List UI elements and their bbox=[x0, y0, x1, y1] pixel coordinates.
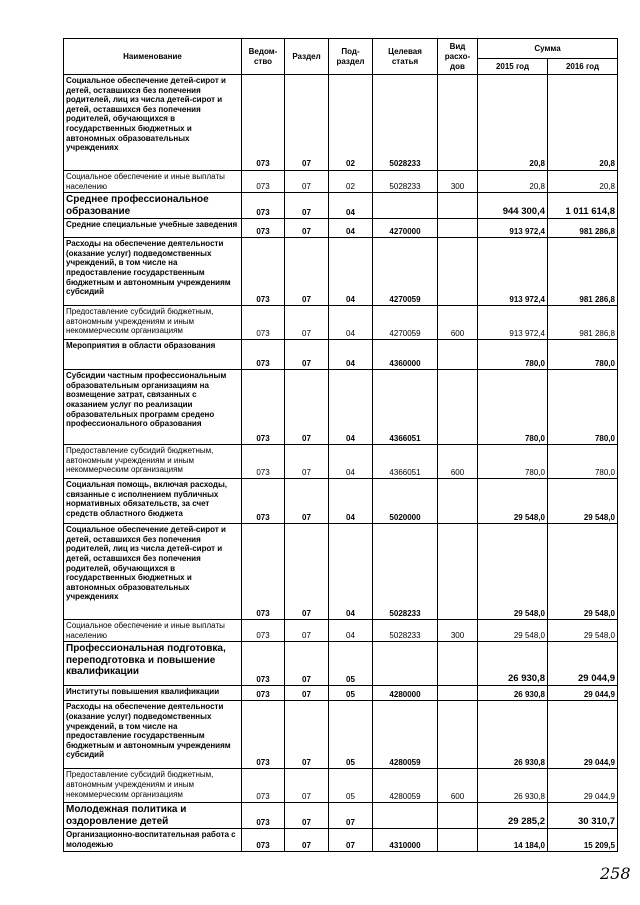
row-celevaya-statya: 5028233 bbox=[373, 171, 438, 193]
table-row bbox=[64, 171, 618, 193]
row-vid-rashodov: 600 bbox=[438, 769, 478, 803]
row-sum-2016: 29 044,9 bbox=[548, 701, 618, 769]
table-row bbox=[64, 803, 618, 829]
row-sum-2016: 29 548,0 bbox=[548, 620, 618, 642]
row-razdel: 07 bbox=[285, 620, 329, 642]
table-row bbox=[64, 524, 618, 620]
table-row bbox=[64, 340, 618, 370]
row-razdel: 07 bbox=[285, 803, 329, 829]
row-vid-rashodov: 300 bbox=[438, 620, 478, 642]
row-sum-2015: 944 300,4 bbox=[478, 193, 548, 219]
row-sum-2016: 780,0 bbox=[548, 445, 618, 479]
row-name: Социальная помощь, включая расходы, связанные с исполнением публичных нормативных обязательств, за счет средств областного бюджета bbox=[64, 479, 242, 524]
row-vid-rashodov bbox=[438, 524, 478, 620]
row-sum-2016: 29 044,9 bbox=[548, 686, 618, 701]
row-podrazdel: 04 bbox=[329, 340, 373, 370]
row-sum-2016: 1 011 614,8 bbox=[548, 193, 618, 219]
row-podrazdel: 04 bbox=[329, 238, 373, 306]
row-podrazdel: 04 bbox=[329, 479, 373, 524]
row-name: Социальное обеспечение и иные выплаты населению bbox=[64, 171, 242, 193]
row-sum-2016: 29 548,0 bbox=[548, 479, 618, 524]
row-vedomstvo: 073 bbox=[242, 524, 285, 620]
row-vedomstvo: 073 bbox=[242, 193, 285, 219]
table-row bbox=[64, 642, 618, 686]
row-vid-rashodov bbox=[438, 642, 478, 686]
row-vid-rashodov bbox=[438, 686, 478, 701]
row-name: Предоставление субсидий бюджетным, автономным учреждениям и иным некоммерческим организациям bbox=[64, 306, 242, 340]
row-vedomstvo: 073 bbox=[242, 620, 285, 642]
row-vid-rashodov bbox=[438, 340, 478, 370]
row-sum-2016: 15 209,5 bbox=[548, 829, 618, 852]
row-vedomstvo: 073 bbox=[242, 238, 285, 306]
row-sum-2015: 14 184,0 bbox=[478, 829, 548, 852]
row-celevaya-statya bbox=[373, 803, 438, 829]
header-name: Наименование bbox=[64, 39, 242, 75]
row-name: Институты повышения квалификации bbox=[64, 686, 242, 701]
table-row bbox=[64, 306, 618, 340]
header-podrazdel: Под-раздел bbox=[329, 39, 373, 75]
row-name: Средние специальные учебные заведения bbox=[64, 219, 242, 238]
header-2016: 2016 год bbox=[548, 59, 618, 75]
row-vid-rashodov bbox=[438, 219, 478, 238]
row-celevaya-statya: 5028233 bbox=[373, 75, 438, 171]
row-sum-2015: 20,8 bbox=[478, 171, 548, 193]
row-vedomstvo: 073 bbox=[242, 701, 285, 769]
row-sum-2016: 981 286,8 bbox=[548, 306, 618, 340]
row-sum-2015: 780,0 bbox=[478, 370, 548, 445]
row-sum-2016: 780,0 bbox=[548, 340, 618, 370]
row-vedomstvo: 073 bbox=[242, 340, 285, 370]
row-vid-rashodov bbox=[438, 75, 478, 171]
row-celevaya-statya bbox=[373, 193, 438, 219]
page-number: 258 bbox=[600, 864, 631, 883]
row-celevaya-statya: 4280059 bbox=[373, 769, 438, 803]
row-sum-2015: 29 548,0 bbox=[478, 479, 548, 524]
row-razdel: 07 bbox=[285, 306, 329, 340]
row-sum-2015: 29 285,2 bbox=[478, 803, 548, 829]
row-vedomstvo: 073 bbox=[242, 445, 285, 479]
row-celevaya-statya: 4360000 bbox=[373, 340, 438, 370]
row-celevaya-statya: 4310000 bbox=[373, 829, 438, 852]
row-sum-2015: 29 548,0 bbox=[478, 620, 548, 642]
row-razdel: 07 bbox=[285, 171, 329, 193]
row-vedomstvo: 073 bbox=[242, 769, 285, 803]
header-celevaya-statya: Целевая статья bbox=[373, 39, 438, 75]
header-razdel: Раздел bbox=[285, 39, 329, 75]
row-vedomstvo: 073 bbox=[242, 686, 285, 701]
row-name: Субсидии частным профессиональным образовательным организациям на возмещение затрат, связанных с оказанием услуг по реализации образовательных программ средено профессионального образования bbox=[64, 370, 242, 445]
row-celevaya-statya bbox=[373, 642, 438, 686]
row-celevaya-statya: 5028233 bbox=[373, 524, 438, 620]
table-row bbox=[64, 829, 618, 852]
row-vid-rashodov: 300 bbox=[438, 171, 478, 193]
row-sum-2015: 26 930,8 bbox=[478, 642, 548, 686]
row-vedomstvo: 073 bbox=[242, 75, 285, 171]
row-sum-2016: 780,0 bbox=[548, 370, 618, 445]
budget-table bbox=[63, 38, 618, 852]
row-celevaya-statya: 5028233 bbox=[373, 620, 438, 642]
row-name: Социальное обеспечение детей-сирот и детей, оставшихся без попечения родителей, лиц из числа детей-сирот и детей, оставшихся без попечения родителей, обучающихся в государственных бюджетных и автономных образовательных учреждениях bbox=[64, 75, 242, 171]
row-razdel: 07 bbox=[285, 701, 329, 769]
row-name: Организационно-воспитательная работа с молодежью bbox=[64, 829, 242, 852]
row-name: Социальное обеспечение и иные выплаты населению bbox=[64, 620, 242, 642]
row-vedomstvo: 073 bbox=[242, 370, 285, 445]
row-name: Мероприятия в области образования bbox=[64, 340, 242, 370]
header-summa: Сумма bbox=[478, 39, 618, 59]
header-vid-rashodov: Вид расхо-дов bbox=[438, 39, 478, 75]
table-row bbox=[64, 75, 618, 171]
row-vid-rashodov: 600 bbox=[438, 445, 478, 479]
row-sum-2016: 981 286,8 bbox=[548, 219, 618, 238]
row-razdel: 07 bbox=[285, 193, 329, 219]
table-row bbox=[64, 445, 618, 479]
table-row bbox=[64, 620, 618, 642]
table-row bbox=[64, 686, 618, 701]
row-razdel: 07 bbox=[285, 445, 329, 479]
row-celevaya-statya: 5020000 bbox=[373, 479, 438, 524]
table-row bbox=[64, 193, 618, 219]
row-name: Расходы на обеспечение деятельности (оказание услуг) подведомственных учреждений, в том числе на предоставление государственным бюджетным и автономным учреждениям субсидий bbox=[64, 701, 242, 769]
row-razdel: 07 bbox=[285, 370, 329, 445]
row-vedomstvo: 073 bbox=[242, 171, 285, 193]
row-name: Расходы на обеспечение деятельности (оказание услуг) подведомственных учреждений, в том числе на предоставление государственным бюджетным и автономным учреждениям субсидий bbox=[64, 238, 242, 306]
row-vedomstvo: 073 bbox=[242, 829, 285, 852]
row-vedomstvo: 073 bbox=[242, 479, 285, 524]
row-sum-2016: 29 044,9 bbox=[548, 642, 618, 686]
row-name: Социальное обеспечение детей-сирот и детей, оставшихся без попечения родителей, лиц из числа детей-сирот и детей, оставшихся без попечения родителей, обучающихся в государственных бюджетных и автономных образовательных учреждениях bbox=[64, 524, 242, 620]
row-name: Предоставление субсидий бюджетным, автономным учреждениям и иным некоммерческим организациям bbox=[64, 445, 242, 479]
table-row bbox=[64, 238, 618, 306]
row-sum-2015: 913 972,4 bbox=[478, 219, 548, 238]
row-sum-2016: 20,8 bbox=[548, 171, 618, 193]
row-podrazdel: 07 bbox=[329, 829, 373, 852]
row-razdel: 07 bbox=[285, 479, 329, 524]
row-podrazdel: 05 bbox=[329, 686, 373, 701]
row-name: Среднее профессиональное образование bbox=[64, 193, 242, 219]
row-vedomstvo: 073 bbox=[242, 219, 285, 238]
row-podrazdel: 02 bbox=[329, 171, 373, 193]
row-razdel: 07 bbox=[285, 686, 329, 701]
row-sum-2015: 780,0 bbox=[478, 445, 548, 479]
row-razdel: 07 bbox=[285, 219, 329, 238]
row-vedomstvo: 073 bbox=[242, 803, 285, 829]
row-podrazdel: 05 bbox=[329, 701, 373, 769]
row-sum-2015: 29 548,0 bbox=[478, 524, 548, 620]
row-celevaya-statya: 4366051 bbox=[373, 445, 438, 479]
row-name: Молодежная политика и оздоровление детей bbox=[64, 803, 242, 829]
table-row bbox=[64, 219, 618, 238]
row-sum-2015: 780,0 bbox=[478, 340, 548, 370]
row-celevaya-statya: 4270059 bbox=[373, 306, 438, 340]
row-podrazdel: 05 bbox=[329, 642, 373, 686]
row-podrazdel: 04 bbox=[329, 445, 373, 479]
row-podrazdel: 05 bbox=[329, 769, 373, 803]
table-row bbox=[64, 769, 618, 803]
row-sum-2016: 20,8 bbox=[548, 75, 618, 171]
header-vedomstvo: Ведом-ство bbox=[242, 39, 285, 75]
row-celevaya-statya: 4280059 bbox=[373, 701, 438, 769]
row-sum-2015: 26 930,8 bbox=[478, 701, 548, 769]
table-body bbox=[64, 75, 618, 852]
row-razdel: 07 bbox=[285, 340, 329, 370]
table-row bbox=[64, 701, 618, 769]
row-vid-rashodov bbox=[438, 193, 478, 219]
row-razdel: 07 bbox=[285, 524, 329, 620]
row-podrazdel: 04 bbox=[329, 620, 373, 642]
row-vid-rashodov bbox=[438, 701, 478, 769]
row-vid-rashodov bbox=[438, 829, 478, 852]
row-vedomstvo: 073 bbox=[242, 642, 285, 686]
row-sum-2016: 29 548,0 bbox=[548, 524, 618, 620]
row-celevaya-statya: 4270000 bbox=[373, 219, 438, 238]
row-celevaya-statya: 4366051 bbox=[373, 370, 438, 445]
row-celevaya-statya: 4280000 bbox=[373, 686, 438, 701]
table-row bbox=[64, 479, 618, 524]
row-podrazdel: 04 bbox=[329, 193, 373, 219]
row-razdel: 07 bbox=[285, 642, 329, 686]
row-razdel: 07 bbox=[285, 769, 329, 803]
row-sum-2015: 913 972,4 bbox=[478, 238, 548, 306]
row-vid-rashodov: 600 bbox=[438, 306, 478, 340]
row-razdel: 07 bbox=[285, 829, 329, 852]
row-podrazdel: 07 bbox=[329, 803, 373, 829]
row-podrazdel: 02 bbox=[329, 75, 373, 171]
row-sum-2015: 26 930,8 bbox=[478, 769, 548, 803]
row-podrazdel: 04 bbox=[329, 524, 373, 620]
row-razdel: 07 bbox=[285, 238, 329, 306]
row-podrazdel: 04 bbox=[329, 219, 373, 238]
row-vedomstvo: 073 bbox=[242, 306, 285, 340]
row-sum-2016: 29 044,9 bbox=[548, 769, 618, 803]
row-podrazdel: 04 bbox=[329, 306, 373, 340]
row-sum-2016: 981 286,8 bbox=[548, 238, 618, 306]
row-podrazdel: 04 bbox=[329, 370, 373, 445]
row-vid-rashodov bbox=[438, 238, 478, 306]
row-vid-rashodov bbox=[438, 370, 478, 445]
row-sum-2015: 20,8 bbox=[478, 75, 548, 171]
row-celevaya-statya: 4270059 bbox=[373, 238, 438, 306]
row-sum-2015: 26 930,8 bbox=[478, 686, 548, 701]
row-sum-2015: 913 972,4 bbox=[478, 306, 548, 340]
row-vid-rashodov bbox=[438, 803, 478, 829]
row-sum-2016: 30 310,7 bbox=[548, 803, 618, 829]
table-row bbox=[64, 370, 618, 445]
row-razdel: 07 bbox=[285, 75, 329, 171]
row-vid-rashodov bbox=[438, 479, 478, 524]
header-2015: 2015 год bbox=[478, 59, 548, 75]
row-name: Профессиональная подготовка, переподготовка и повышение квалификации bbox=[64, 642, 242, 686]
row-name: Предоставление субсидий бюджетным, автономным учреждениям и иным некоммерческим организациям bbox=[64, 769, 242, 803]
